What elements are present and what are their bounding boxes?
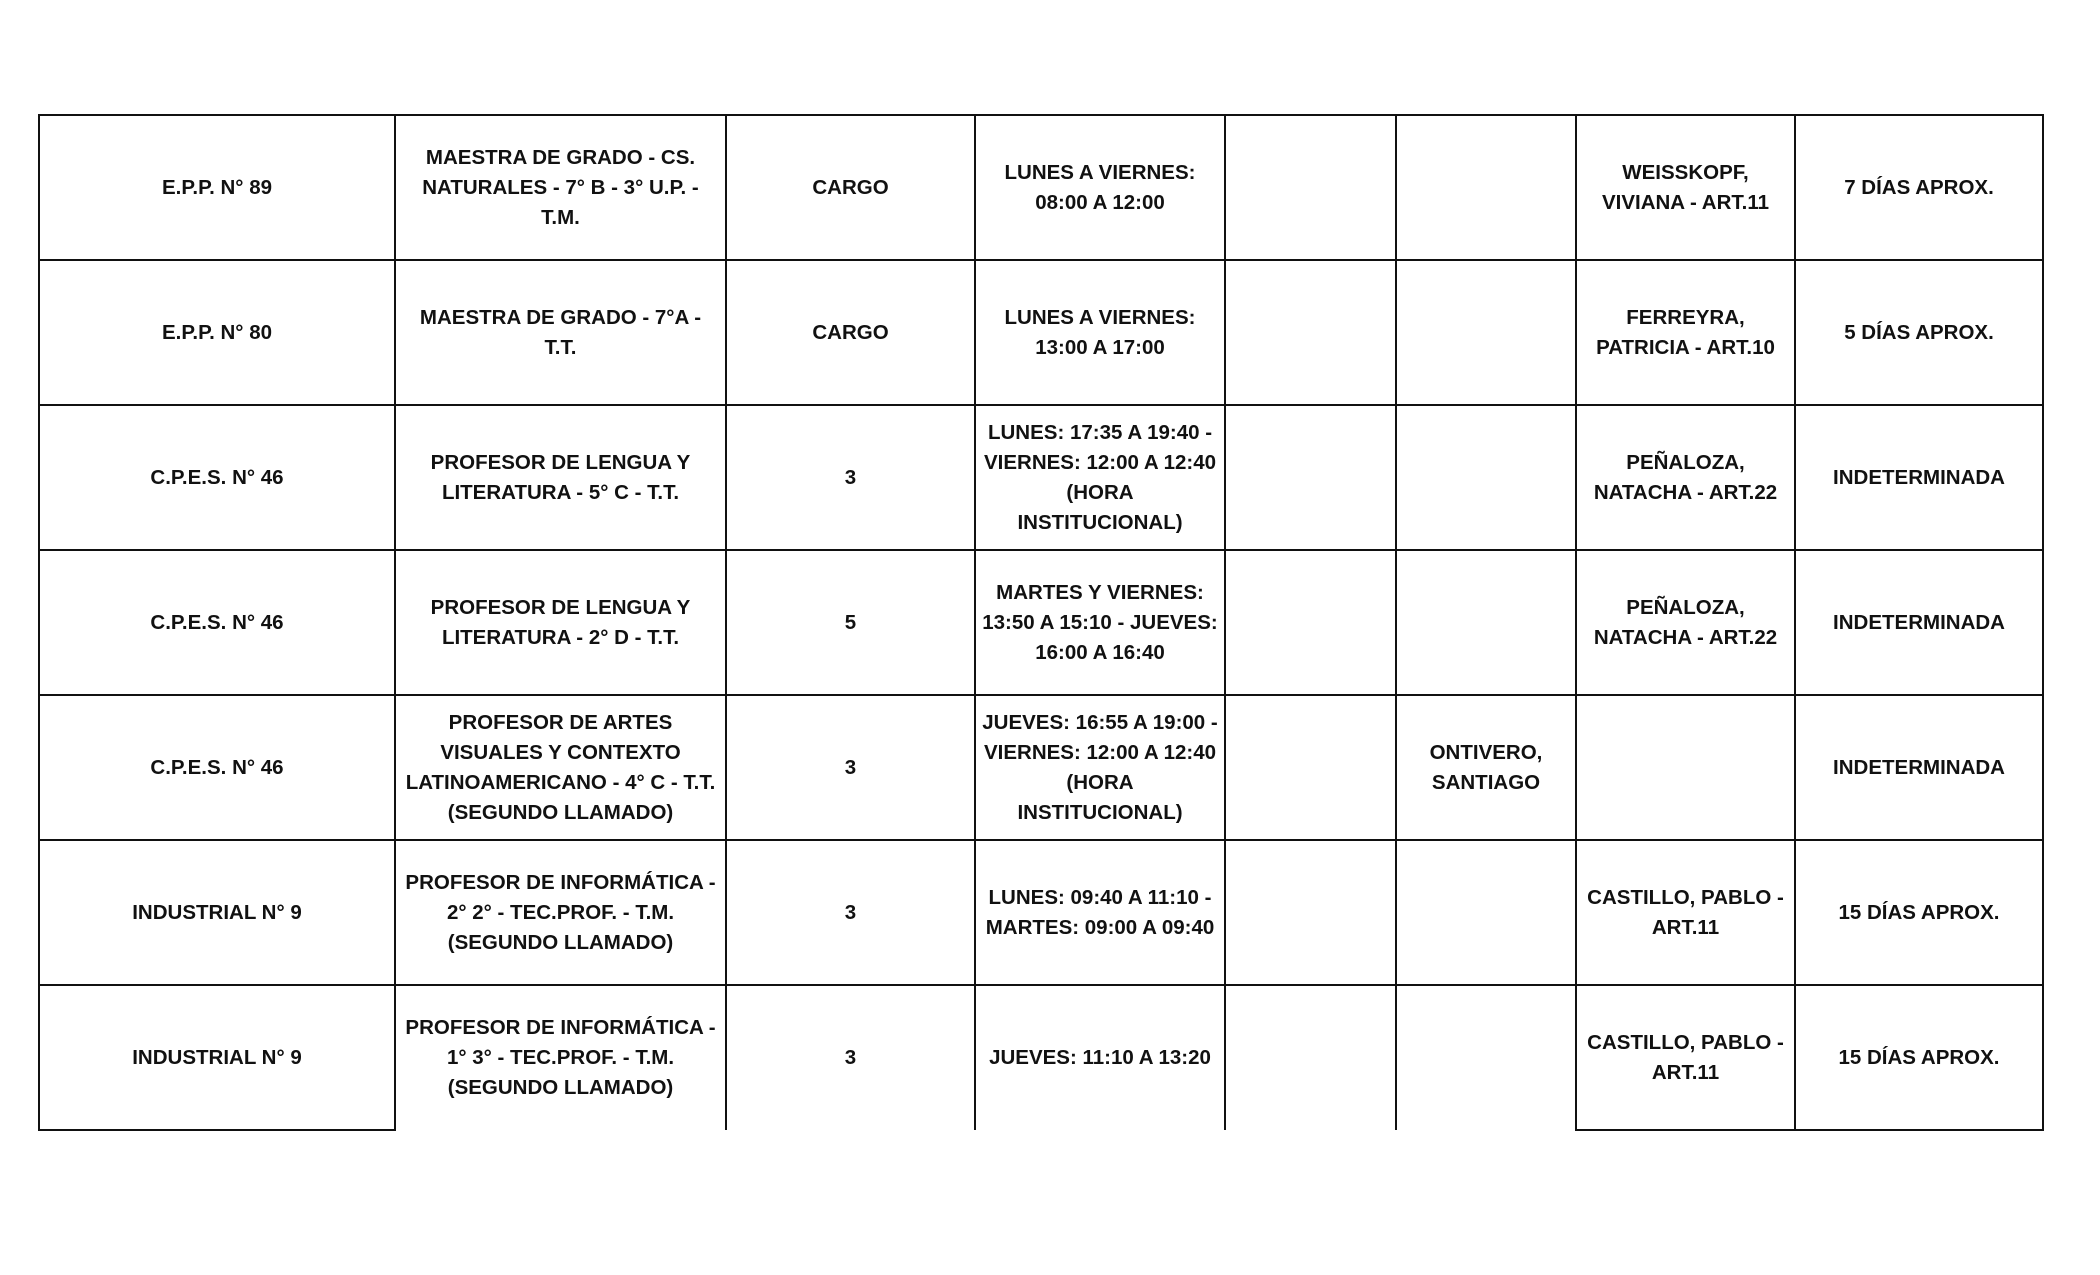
school-cell[interactable]: INDUSTRIAL N° 9 [39, 840, 395, 985]
candidate-cell[interactable] [1396, 985, 1576, 1130]
holder-cell[interactable]: CASTILLO, PABLO - ART.11 [1576, 985, 1795, 1130]
hours-cell[interactable]: 3 [726, 985, 975, 1130]
spreadsheet-sheet [38, 114, 2044, 1131]
schedule-cell[interactable]: LUNES A VIERNES: 13:00 A 17:00 [975, 260, 1225, 405]
duration-cell[interactable]: 7 DÍAS APROX. [1795, 115, 2043, 260]
hours-cell[interactable]: CARGO [726, 115, 975, 260]
empty-cell[interactable] [1225, 985, 1396, 1130]
empty-cell[interactable] [1225, 260, 1396, 405]
school-cell[interactable]: C.P.E.S. N° 46 [39, 695, 395, 840]
school-cell[interactable]: E.P.P. N° 80 [39, 260, 395, 405]
hours-cell[interactable]: CARGO [726, 260, 975, 405]
duration-cell[interactable]: INDETERMINADA [1795, 405, 2043, 550]
duration-cell[interactable]: INDETERMINADA [1795, 695, 2043, 840]
position-cell[interactable]: PROFESOR DE LENGUA Y LITERATURA - 2° D - T.T. [395, 550, 726, 695]
holder-cell[interactable]: CASTILLO, PABLO - ART.11 [1576, 840, 1795, 985]
school-cell[interactable]: INDUSTRIAL N° 9 [39, 985, 395, 1130]
schedule-cell[interactable]: LUNES A VIERNES: 08:00 A 12:00 [975, 115, 1225, 260]
candidate-cell[interactable] [1396, 840, 1576, 985]
hours-cell[interactable]: 3 [726, 840, 975, 985]
empty-cell[interactable] [1225, 550, 1396, 695]
schedule-cell[interactable]: LUNES: 09:40 A 11:10 - MARTES: 09:00 A 09:40 [975, 840, 1225, 985]
holder-cell[interactable] [1576, 695, 1795, 840]
empty-cell[interactable] [1225, 405, 1396, 550]
position-cell[interactable]: PROFESOR DE INFORMÁTICA - 1° 3° - TEC.PROF. - T.M. (SEGUNDO LLAMADO) [395, 985, 726, 1130]
candidate-cell[interactable] [1396, 115, 1576, 260]
duration-cell[interactable]: INDETERMINADA [1795, 550, 2043, 695]
hours-cell[interactable]: 3 [726, 695, 975, 840]
duration-cell[interactable]: 15 DÍAS APROX. [1795, 840, 2043, 985]
school-cell[interactable]: C.P.E.S. N° 46 [39, 405, 395, 550]
table-row [39, 405, 2043, 550]
empty-cell[interactable] [1225, 115, 1396, 260]
candidate-cell[interactable] [1396, 550, 1576, 695]
vacancies-table [38, 114, 2044, 1131]
holder-cell[interactable]: PEÑALOZA, NATACHA - ART.22 [1576, 550, 1795, 695]
table-row [39, 260, 2043, 405]
duration-cell[interactable]: 15 DÍAS APROX. [1795, 985, 2043, 1130]
empty-cell[interactable] [1225, 695, 1396, 840]
candidate-cell[interactable] [1396, 405, 1576, 550]
empty-cell[interactable] [1225, 840, 1396, 985]
table-row [39, 985, 2043, 1130]
table-row [39, 840, 2043, 985]
position-cell[interactable]: PROFESOR DE ARTES VISUALES Y CONTEXTO LATINOAMERICANO - 4° C - T.T. (SEGUNDO LLAMADO) [395, 695, 726, 840]
schedule-cell[interactable]: JUEVES: 11:10 A 13:20 [975, 985, 1225, 1130]
position-cell[interactable]: PROFESOR DE LENGUA Y LITERATURA - 5° C - T.T. [395, 405, 726, 550]
table-row [39, 115, 2043, 260]
holder-cell[interactable]: PEÑALOZA, NATACHA - ART.22 [1576, 405, 1795, 550]
schedule-cell[interactable]: LUNES: 17:35 A 19:40 - VIERNES: 12:00 A 12:40 (HORA INSTITUCIONAL) [975, 405, 1225, 550]
duration-cell[interactable]: 5 DÍAS APROX. [1795, 260, 2043, 405]
schedule-cell[interactable]: JUEVES: 16:55 A 19:00 - VIERNES: 12:00 A 12:40 (HORA INSTITUCIONAL) [975, 695, 1225, 840]
table-row [39, 550, 2043, 695]
candidate-cell[interactable]: ONTIVERO, SANTIAGO [1396, 695, 1576, 840]
candidate-cell[interactable] [1396, 260, 1576, 405]
schedule-cell[interactable]: MARTES Y VIERNES: 13:50 A 15:10 - JUEVES: 16:00 A 16:40 [975, 550, 1225, 695]
school-cell[interactable]: E.P.P. N° 89 [39, 115, 395, 260]
hours-cell[interactable]: 3 [726, 405, 975, 550]
holder-cell[interactable]: FERREYRA, PATRICIA - ART.10 [1576, 260, 1795, 405]
position-cell[interactable]: MAESTRA DE GRADO - 7°A - T.T. [395, 260, 726, 405]
school-cell[interactable]: C.P.E.S. N° 46 [39, 550, 395, 695]
table-row [39, 695, 2043, 840]
position-cell[interactable]: PROFESOR DE INFORMÁTICA - 2° 2° - TEC.PROF. - T.M. (SEGUNDO LLAMADO) [395, 840, 726, 985]
holder-cell[interactable]: WEISSKOPF, VIVIANA - ART.11 [1576, 115, 1795, 260]
position-cell[interactable]: MAESTRA DE GRADO - CS. NATURALES - 7° B - 3° U.P. - T.M. [395, 115, 726, 260]
hours-cell[interactable]: 5 [726, 550, 975, 695]
